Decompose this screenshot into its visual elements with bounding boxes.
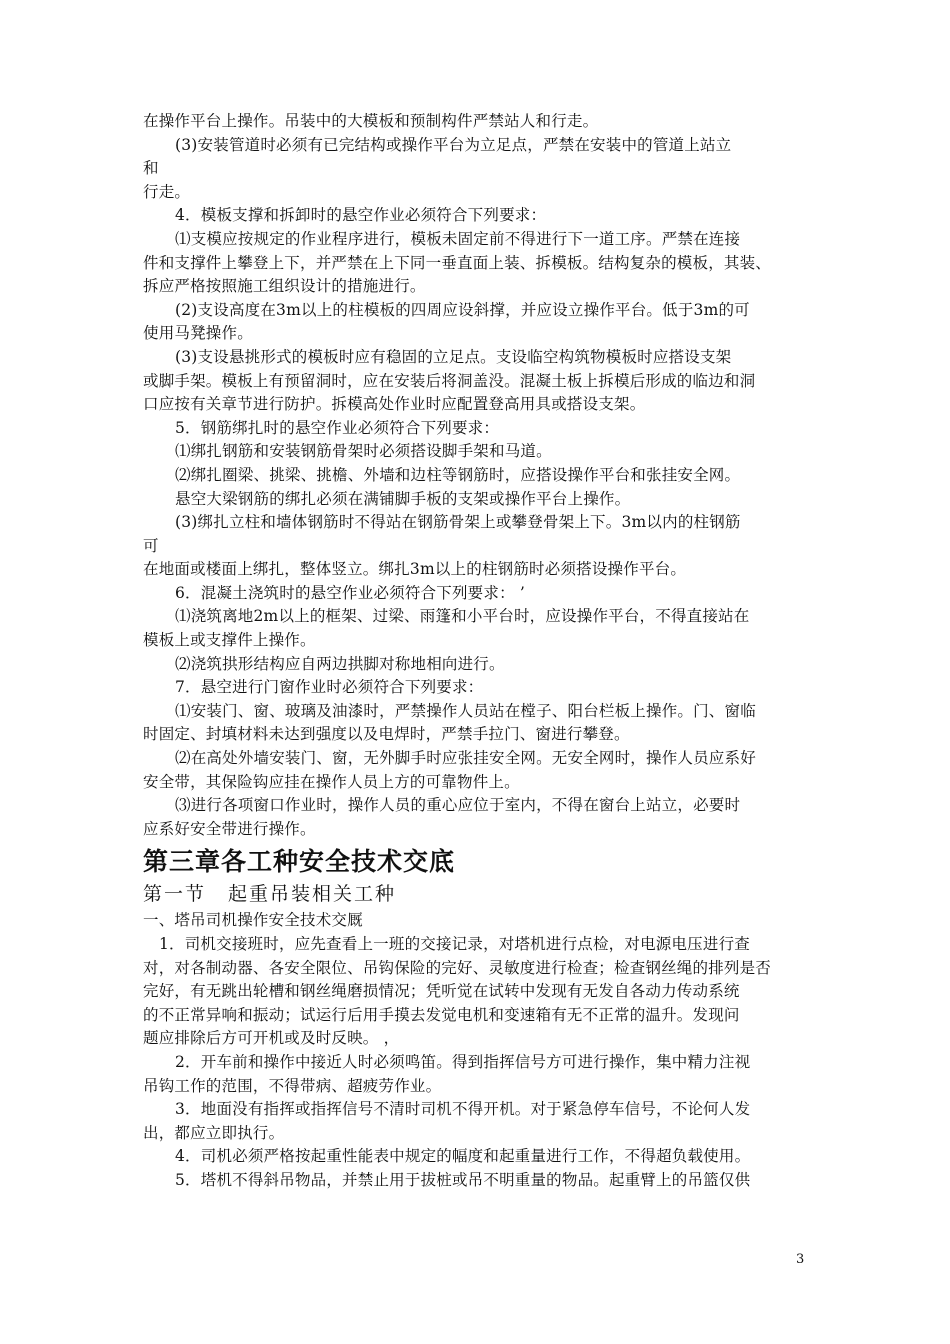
body-line: ⑶进行各项窗口作业时，操作人员的重心应位于室内，不得在窗台上站立，必要时: [175, 796, 741, 815]
body-line: 或脚手架。模板上有预留洞时，应在安装后将洞盖没。混凝土板上拆模后形成的临边和洞: [143, 371, 756, 390]
chapter-line: 4．司机必须严格按起重性能表中规定的幅度和起重量进行工作，不得超负载使用。: [175, 1147, 751, 1166]
body-line: 行走。: [143, 182, 191, 201]
body-line: 在操作平台上操作。吊装中的大模板和预制构件严禁站人和行走。: [143, 112, 599, 130]
chapter-line: 2．开车前和操作中接近人时必须鸣笛。得到指挥信号方可进行操作，集中精力注视: [175, 1052, 751, 1071]
chapter-line: 5．塔机不得斜吊物品，并禁止用于拔桩或吊不明重量的物品。起重臂上的吊篮仅供: [175, 1170, 751, 1189]
body-line: ⑵绑扎圈梁、挑梁、挑檐、外墙和边柱等钢筋时，应搭设操作平台和张挂安全网。: [175, 465, 741, 484]
section-number: 第一节: [143, 883, 207, 906]
page-number: 3: [796, 1252, 805, 1267]
section-heading: [143, 879, 815, 909]
body-line: 7．悬空进行门窗作业时必须符合下列要求：: [175, 678, 484, 697]
chapter-line: 吊钩工作的范围，不得带病、超疲劳作业。: [143, 1076, 442, 1095]
body-line: 4．模板支撑和拆卸时的悬空作业必须符合下列要求：: [175, 206, 547, 225]
body-line: 时固定、封填材料未达到强度以及电焊时，严禁手拉门、窗进行攀登。: [143, 725, 630, 744]
body-line: 使用马凳操作。: [143, 324, 253, 343]
body-line: 应系好安全带进行操作。: [143, 819, 316, 838]
body-line: 口应按有关章节进行防护。拆模高处作业时应配置登高用具或搭设支架。: [143, 395, 646, 414]
body-line: 5．钢筋绑扎时的悬空作业必须符合下列要求：: [175, 418, 500, 437]
chapter-line: 题应排除后方可开机或及时反映。 ，: [143, 1029, 400, 1048]
body-line: ⑵浇筑拱形结构应自两边拱脚对称地相向进行。: [175, 654, 505, 673]
body-line: 件和支撑件上攀登上下，并严禁在上下同一垂直面上装、拆模板。结构复杂的模板，其装、: [143, 253, 772, 272]
body-line: ⑴绑扎钢筋和安装钢筋骨架时必须搭设脚手架和马道。: [175, 442, 552, 461]
chapter-line: 完好，有无跳出轮槽和钢丝绳磨损情况；凭听觉在试转中发现有无发自各动力传动系统: [143, 982, 740, 1001]
body-line: 可: [143, 536, 159, 555]
chapter-line: 1．司机交接班时，应先查看上一班的交接记录，对塔机进行点检，对电源电压进行查: [159, 935, 750, 953]
chapter-title: 第三章各工种安全技术交底: [143, 847, 456, 877]
body-line: 6．混凝土浇筑时的悬空作业必须符合下列要求： ’: [175, 583, 526, 602]
body-line: (3)支设悬挑形式的模板时应有稳固的立足点。支设临空构筑物模板时应搭设支架: [175, 347, 732, 366]
body-line: ⑴安装门、窗、玻璃及油漆时，严禁操作人员站在樘子、阳台栏板上操作。门、窗临: [175, 701, 756, 720]
body-line: 悬空大梁钢筋的绑扎必须在满铺脚手板的支架或操作平台上操作。: [175, 489, 631, 508]
body-line: (2)支设高度在3m以上的柱模板的四周应设斜撑，并应设立操作平台。低于3m的可: [175, 300, 750, 319]
body-line: 模板上或支撑件上操作。: [143, 631, 316, 650]
page-content: [143, 110, 815, 1193]
body-line: (3)安装管道时必须有已完结构或操作平台为立足点，严禁在安装中的管道上站立: [175, 135, 732, 154]
body-line: 和: [143, 159, 159, 178]
section-title: 起重吊装相关工种: [228, 883, 397, 906]
chapter-line: 出，都应立即执行。: [143, 1123, 285, 1142]
body-line: ⑴支模应按规定的作业程序进行，模板未固定前不得进行下一道工序。严禁在连接: [175, 229, 741, 248]
chapter-line: 3．地面没有指挥或指挥信号不清时司机不得开机。对于紧急停车信号，不论何人发: [175, 1100, 751, 1119]
body-line: ⑵在高处外墙安装门、窗，无外脚手时应张挂安全网。无安全网时，操作人员应系好: [175, 749, 756, 768]
subsection-title: 一、塔吊司机操作安全技术交厩: [143, 911, 363, 930]
chapter-line: 对，对各制动器、各安全限位、吊钩保险的完好、灵敏度进行检查；检查钢丝绳的排列是否: [143, 958, 772, 977]
body-line: 在地面或楼面上绑扎，整体竖立。绑扎3m以上的柱钢筋时必须搭设操作平台。: [143, 560, 687, 579]
body-line: (3)绑扎立柱和墙体钢筋时不得站在钢筋骨架上或攀登骨架上下。3m以内的柱钢筋: [175, 513, 741, 532]
chapter-line: 的不正常异响和振动；试运行后用手摸去发觉电机和变速箱有无不正常的温升。发现问: [143, 1005, 740, 1024]
body-line: 拆应严格按照施工组织设计的措施进行。: [143, 277, 426, 296]
body-line: ⑴浇筑离地2m以上的框架、过梁、雨篷和小平台时，应设操作平台，不得直接站在: [175, 607, 750, 626]
body-line: 安全带，其保险钩应挂在操作人员上方的可靠物件上。: [143, 772, 520, 791]
